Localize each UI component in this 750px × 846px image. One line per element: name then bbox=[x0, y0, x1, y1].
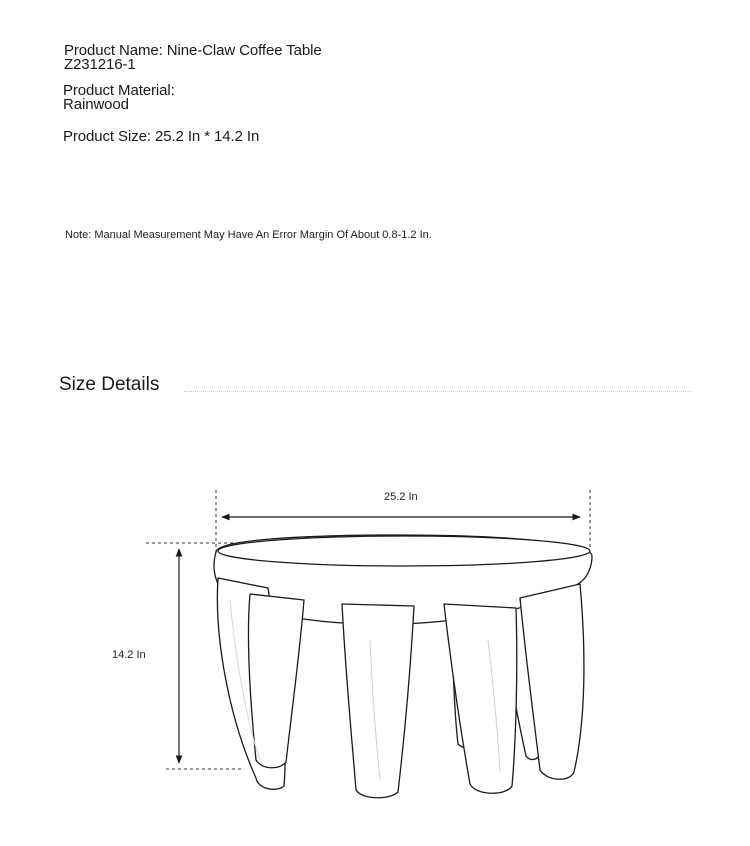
section-divider bbox=[184, 391, 692, 392]
coffee-table-illustration bbox=[214, 535, 592, 798]
table-leg-front-center bbox=[342, 604, 414, 798]
table-leg-front-2 bbox=[248, 594, 304, 768]
product-size: Product Size: 25.2 In * 14.2 In bbox=[63, 128, 260, 145]
section-title: Size Details bbox=[59, 374, 160, 395]
product-sku: Z231216-1 bbox=[64, 56, 136, 73]
product-name: Product Name: Nine-Claw Coffee Table bbox=[64, 42, 322, 59]
product-material-value: Rainwood bbox=[63, 96, 129, 113]
table-top-surface bbox=[218, 536, 590, 566]
width-dimension-label: 25.2 In bbox=[384, 491, 418, 503]
height-dimension-label: 14.2 In bbox=[112, 649, 146, 661]
measurement-note: Note: Manual Measurement May Have An Error Margin Of About 0.8-1.2 In. bbox=[65, 229, 432, 241]
product-material-label: Product Material: bbox=[63, 82, 175, 99]
